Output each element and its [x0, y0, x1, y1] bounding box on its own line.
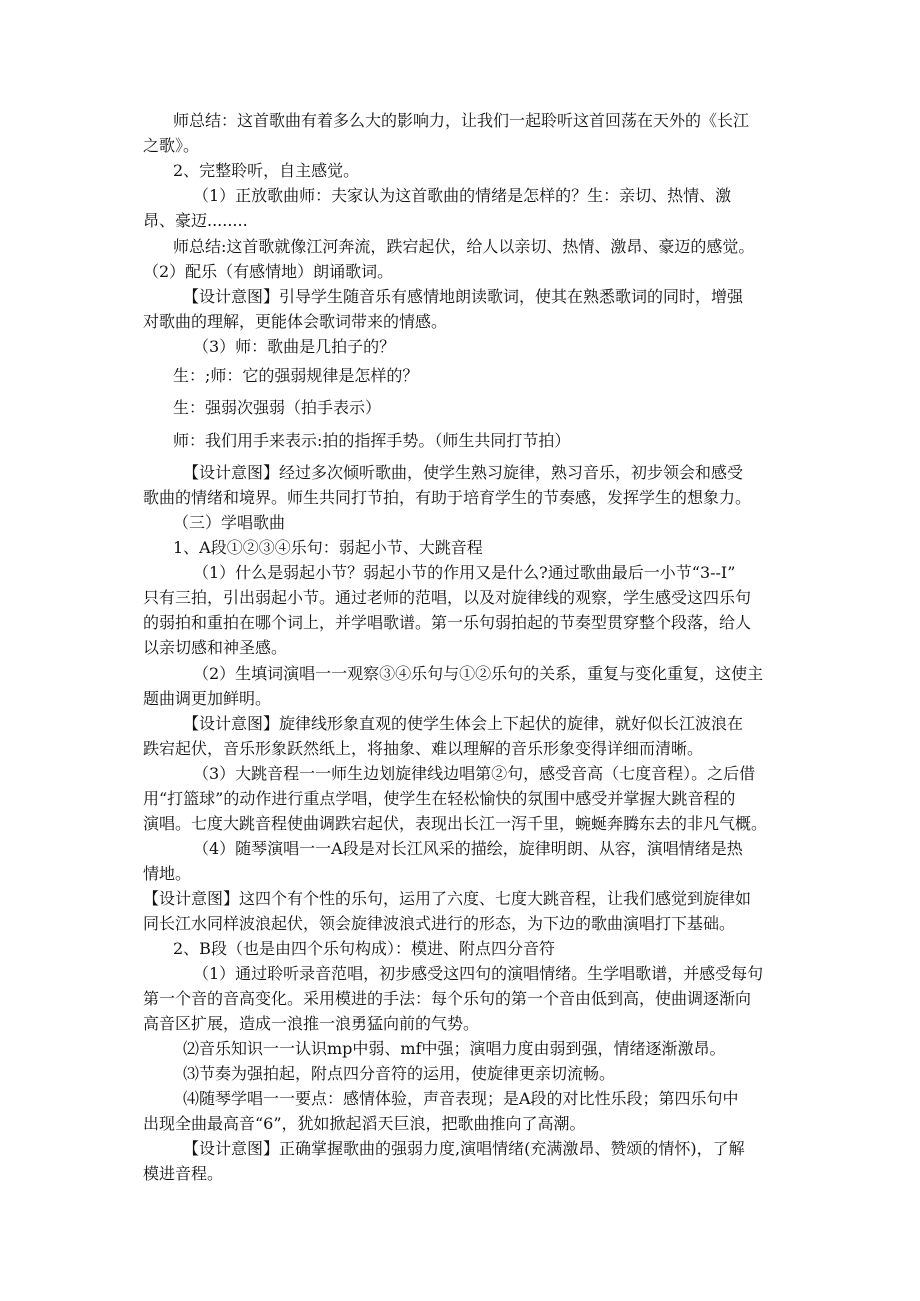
- text-line: 2、完整聆听，自主感觉。: [173, 161, 360, 180]
- text-line: 师总结:这首歌就像江河奔流，跌宕起伏，给人以亲切、热情、激昂、豪迈的感觉。: [173, 237, 755, 256]
- text-line: 只有三拍，引出弱起小节。通过老师的范唱，以及对旋律线的观察，学生感受这四乐句: [143, 588, 752, 607]
- text-line: 以亲切感和神圣感。: [143, 638, 288, 657]
- text-line: 情地。: [143, 864, 192, 883]
- text-line: （1）什么是弱起小节？弱起小节的作用又是什么?通过歌曲最后一小节“3--I”: [193, 563, 736, 582]
- text-line: 高音区扩展，造成一浪推一浪勇猛向前的气势。: [143, 1014, 480, 1033]
- text-line: （2）生填词演唱一一观察③④乐句与①②乐句的关系，重复与变化重复，这使主: [193, 664, 764, 683]
- text-line: ⑷随琴学唱一一要点：感情体验，声音表现；是A段的对比性乐段；第四乐句中: [183, 1089, 739, 1108]
- text-line: 同长江水同样波浪起伏，领会旋律波浪式进行的形态，为下边的歌曲演唱打下基础。: [143, 914, 736, 933]
- text-line: 之歌》。: [143, 136, 200, 155]
- text-line: 对歌曲的理解，更能体会歌词带来的情感。: [143, 312, 448, 331]
- text-line: 题曲调更加鲜明。: [143, 689, 272, 708]
- text-line: 1、A段①②③④乐句：弱起小节、大跳音程: [173, 538, 483, 557]
- text-line: （3）师：歌曲是几拍子的？: [193, 337, 396, 356]
- text-line: （1）通过聆听录音范唱，初步感受这四句的演唱情绪。生学唱歌谱，并感受每句: [193, 964, 764, 983]
- text-line: 【设计意图】这四个有个性的乐句，运用了六度、七度大跳音程，让我们感觉到旋律如: [143, 889, 752, 908]
- text-line: 用“打篮球”的动作进行重点学唱，使学生在轻松愉快的氛围中感受并掌握大跳音程的: [143, 789, 736, 808]
- text-line: （三）学唱歌曲: [173, 513, 286, 532]
- text-line: 歌曲的情绪和境界。师生共同打节拍，有助于培育学生的节奏感，发挥学生的想象力。: [143, 488, 752, 507]
- text-line: 生：强弱次强弱（拍手表示）: [173, 398, 382, 417]
- text-line: 的弱拍和重拍在哪个词上，并学唱歌谱。第一乐句弱拍起的节奏型贯穿整个段落，给人: [143, 613, 752, 632]
- text-line: 跌宕起伏，音乐形象跃然纸上，将抽象、难以理解的音乐形象变得详细而清晰。: [143, 739, 704, 758]
- text-line: （3）大跳音程一一师生边划旋律线边唱第②句，感受音高（七度音程）。之后借: [193, 764, 756, 783]
- text-line: 【设计意图】经过多次倾听歌曲，使学生熟习旋律，熟习音乐，初步领会和感受: [183, 463, 744, 482]
- text-line: 出现全曲最高音“6”，犹如掀起滔天巨浪，把歌曲推向了高潮。: [143, 1114, 586, 1133]
- text-line: 【设计意图】旋律线形象直观的使学生体会上下起伏的旋律，就好似长江波浪在: [183, 714, 744, 733]
- text-line: ⑵音乐知识一一认识mp中弱、mf中强；演唱力度由弱到强，情绪逐渐激昂。: [183, 1039, 726, 1058]
- text-line: （1）正放歌曲师：夫家认为这首歌曲的情绪是怎样的？生：亲切、热情、激: [193, 186, 732, 205]
- text-line: 模进音程。: [143, 1164, 224, 1183]
- text-line: 【设计意图】正确掌握歌曲的强弱力度,演唱情绪(充满激昂、赞颂的情怀)，了解: [183, 1139, 745, 1158]
- text-line: （4）随琴演唱一一A段是对长江风采的描绘，旋律明朗、从容，演唱情绪是热: [193, 839, 743, 858]
- text-line: 生：;师：它的强弱规律是怎样的？: [173, 366, 419, 385]
- text-line: 第一个音的音高变化。采用模进的手法：每个乐句的第一个音由低到高，使曲调逐渐向: [143, 989, 752, 1008]
- text-line: 【设计意图】引导学生随音乐有感情地朗读歌词，使其在熟悉歌词的同时，增强: [183, 287, 744, 306]
- text-line: （2）配乐（有感情地）朗诵歌词。: [143, 262, 394, 281]
- text-line: 2、B段（也是由四个乐句构成）：模进、附点四分音符: [173, 939, 555, 958]
- text-line: 演唱。七度大跳音程使曲调跌宕起伏，表现出长江一泻千里，蜿蜒奔腾东去的非凡气概。: [143, 814, 768, 833]
- text-line: ⑶节奏为强拍起，附点四分音符的运用，使旋律更亲切流畅。: [183, 1064, 616, 1083]
- text-line: 师：我们用手来表示:拍的指挥手势。（师生共同打节拍）: [173, 431, 571, 450]
- text-line: 昂、豪迈........: [143, 211, 248, 230]
- text-line: 师总结：这首歌曲有着多么大的影响力，让我们一起聆听这首回荡在天外的《长江: [173, 111, 750, 130]
